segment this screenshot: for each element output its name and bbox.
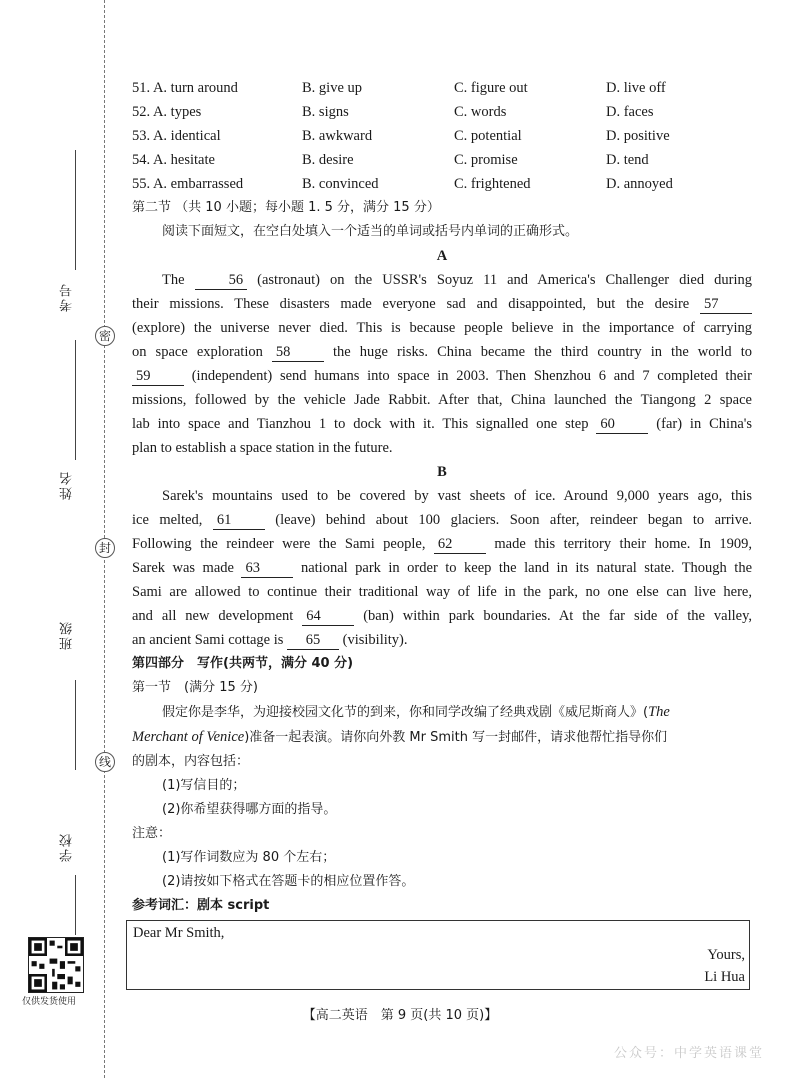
qr-code <box>28 937 84 993</box>
option-a: 51. A. turn around <box>132 80 238 96</box>
field-exam-number-label: 考号 <box>60 282 75 312</box>
option-d: D. annoyed <box>606 176 673 192</box>
passage-a-label: A <box>436 248 448 264</box>
writing-prompt-line: 的剧本，内容包括： <box>132 754 250 769</box>
passage-b-line: Sarek's mountains used to be covered by vast sheets of ice. Around 9,000 years ago, this <box>162 488 752 504</box>
option-c: C. potential <box>454 128 522 144</box>
writing-prompt-line: Merchant of Venice)准备一起表演。请你向外教 Mr Smith 写一封邮件，请求他帮忙指导你们 <box>132 729 668 745</box>
watermark: 公众号：中学英语课堂 <box>613 1046 764 1061</box>
option-d: D. tend <box>606 152 649 168</box>
option-a: 53. A. identical <box>132 128 221 144</box>
field-school-label: 学校 <box>60 832 75 862</box>
passage-a-line: lab into space and Tianzhou 1 to dock with it. This signalled one step 60 (far) in China's <box>132 416 753 432</box>
part4-section1: 第一节 (满分 15 分) <box>132 680 258 695</box>
field-name-line[interactable] <box>75 340 76 460</box>
exam-content <box>132 76 752 918</box>
choice-row <box>132 124 752 148</box>
writing-item: (2)你希望获得哪方面的指导。 <box>162 802 337 817</box>
writing-note: (1)写作词数应为 80 个左右； <box>162 850 336 865</box>
writing-note: (2)请按如下格式在答题卡的相应位置作答。 <box>162 874 415 889</box>
section2-title: 第二节 （共 10 小题；每小题 1. 5 分，满分 15 分） <box>132 200 440 215</box>
blank-56[interactable]: 56 <box>195 271 248 290</box>
choice-row <box>132 148 752 172</box>
writing-vocab: 参考词汇：剧本 script <box>132 898 270 913</box>
option-a: 55. A. embarrassed <box>132 176 244 192</box>
field-name-label: 姓名 <box>60 470 75 500</box>
blank-57[interactable]: 57 <box>700 295 752 314</box>
option-a: 52. A. types <box>132 104 202 120</box>
choice-row <box>132 172 752 196</box>
choice-row <box>132 100 752 124</box>
field-exam-number-line[interactable] <box>75 150 76 270</box>
letter-format-box <box>126 920 750 990</box>
option-b: B. convinced <box>302 176 379 192</box>
passage-b-label: B <box>437 464 447 480</box>
blank-62[interactable]: 62 <box>434 535 486 554</box>
blank-65[interactable]: 65 <box>287 631 339 650</box>
field-class-line[interactable] <box>75 680 76 770</box>
letter-closing: Yours, <box>707 947 745 963</box>
writing-item: (1)写信目的； <box>162 778 246 793</box>
option-d: D. faces <box>606 104 654 120</box>
option-a: 54. A. hesitate <box>132 152 215 168</box>
passage-b-line: Sami are allowed to continue their traditional way of life in the park, no one else can live here, <box>132 584 752 600</box>
qr-caption: 仅供发货使用 <box>22 997 77 1007</box>
passage-b-line: an ancient Sami cottage is 65 (visibility). <box>132 632 408 648</box>
option-b: B. signs <box>302 104 349 120</box>
bind-mark-xian: 线 <box>95 752 115 772</box>
option-b: B. give up <box>302 80 363 96</box>
option-d: D. positive <box>606 128 670 144</box>
passage-b-line: and all new development 64 (ban) within park boundaries. At the far side of the valley, <box>132 608 753 624</box>
passage-a-line: plan to establish a space station in the future. <box>132 440 393 456</box>
bind-mark-mi: 密 <box>95 326 115 346</box>
option-b: B. desire <box>302 152 354 168</box>
choice-row <box>132 76 752 100</box>
bind-mark-feng: 封 <box>95 538 115 558</box>
section2-instruction: 阅读下面短文，在空白处填入一个适当的单词或括号内单词的正确形式。 <box>162 224 579 239</box>
passage-b-line: Following the reindeer were the Sami people, 62 made this territory their home. In 1909, <box>132 536 753 552</box>
passage-a-line: missions, followed by the vehicle Jade Rabbit. After that, China launched the Tiangong 2 space <box>132 392 752 408</box>
writing-prompt-line: 假定你是李华，为迎接校园文化节的到来，你和同学改编了经典戏剧《威尼斯商人》(The <box>162 704 670 720</box>
blank-60[interactable]: 60 <box>596 415 648 434</box>
passage-a-line: on space exploration 58 the huge risks. China became the third country in the world to <box>132 344 752 360</box>
blank-63[interactable]: 63 <box>241 559 293 578</box>
option-d: D. live off <box>606 80 666 96</box>
option-c: C. frightened <box>454 176 531 192</box>
option-c: C. figure out <box>454 80 528 96</box>
passage-a-line: The 56 (astronaut) on the USSR's Soyuz 11 and America's Challenger died during <box>162 272 753 288</box>
letter-greeting: Dear Mr Smith, <box>133 925 225 941</box>
writing-note-label: 注意： <box>132 826 172 841</box>
blank-64[interactable]: 64 <box>302 607 354 626</box>
passage-b-line: Sarek was made 63 national park in order to keep the land in its natural state. Though the <box>132 560 753 576</box>
blank-58[interactable]: 58 <box>272 343 324 362</box>
option-b: B. awkward <box>302 128 373 144</box>
blank-59[interactable]: 59 <box>132 367 184 386</box>
passage-a-line: their missions. These disasters made everyone sad and disappointed, but the desire 57 <box>132 292 752 316</box>
passage-a-line: (explore) the universe never died. This is because people believe in the importance of carrying <box>132 320 752 336</box>
page-footer: 【高二英语 第 9 页(共 10 页)】 <box>302 1008 498 1023</box>
blank-61[interactable]: 61 <box>213 511 265 530</box>
passage-b-line: ice melted, 61 (leave) behind about 100 glaciers. Soon after, reindeer began to arrive. <box>132 512 753 528</box>
field-school-line[interactable] <box>75 875 76 935</box>
passage-a-line: 59 (independent) send humans into space in 2003. Then Shenzhou 6 and 7 completed their <box>132 364 752 388</box>
option-c: C. words <box>454 104 507 120</box>
field-class-label: 班级 <box>60 620 75 650</box>
letter-signature: Li Hua <box>704 969 745 985</box>
part4-title: 第四部分 写作(共两节，满分 40 分) <box>132 656 354 671</box>
option-c: C. promise <box>454 152 518 168</box>
